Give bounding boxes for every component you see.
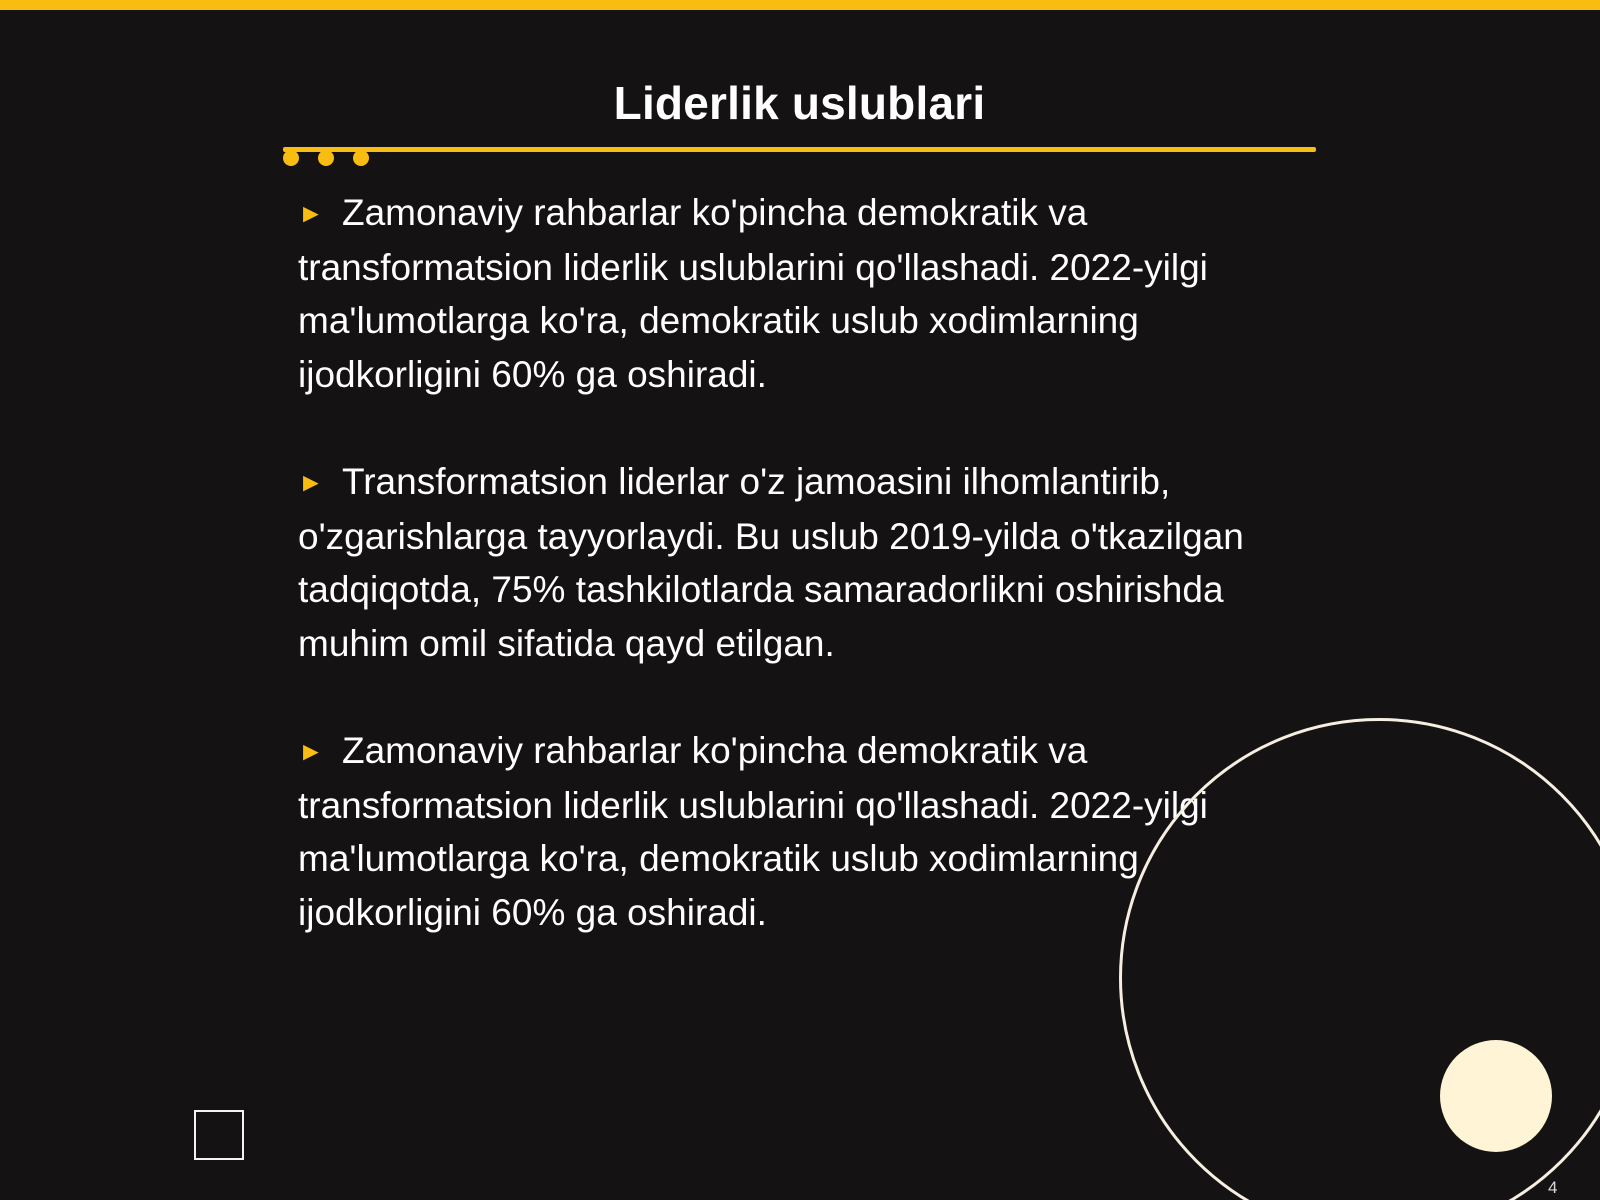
triangle-right-icon: ►: [298, 467, 324, 497]
slide-title: Liderlik uslublari: [613, 77, 986, 129]
bullet-text: Zamonaviy rahbarlar ko'pincha demokratik va transformatsion liderlik uslublarini qo'llashadi. 2022-yilgi ma'lumotlarga ko'ra, demokratik uslub xodimlarning ijodkorligini 60% ga oshiradi.: [298, 192, 1208, 395]
bullet-text: Zamonaviy rahbarlar ko'pincha demokratik va transformatsion liderlik uslublarini qo'llashadi. 2022-yilgi ma'lumotlarga ko'ra, demokratik uslub xodimlarning ijodkorligini 60% ga oshiradi.: [298, 730, 1208, 933]
decorative-square-outline: [194, 1110, 244, 1160]
bullet-item: [298, 186, 1298, 401]
bullet-item: [298, 455, 1298, 670]
top-accent-bar: [0, 0, 1600, 10]
bullet-text: Transformatsion liderlar o'z jamoasini ilhomlantirib, o'zgarishlarga tayyorlaydi. Bu uslub 2019-yilda o'tkazilgan tadqiqotda, 75% tashkilotlarda samaradorlikni oshirishda muhim omil sifatida qayd etilgan.: [298, 461, 1244, 664]
title-underline: [283, 147, 1316, 152]
triangle-right-icon: ►: [298, 736, 324, 766]
page-number: 4: [1548, 1178, 1558, 1197]
dot-1: [283, 150, 299, 166]
triangle-right-icon: ►: [298, 198, 324, 228]
dot-2: [318, 150, 334, 166]
decorative-dots: [283, 150, 373, 168]
decorative-circle-filled: [1440, 1040, 1552, 1152]
dot-3: [353, 150, 369, 166]
